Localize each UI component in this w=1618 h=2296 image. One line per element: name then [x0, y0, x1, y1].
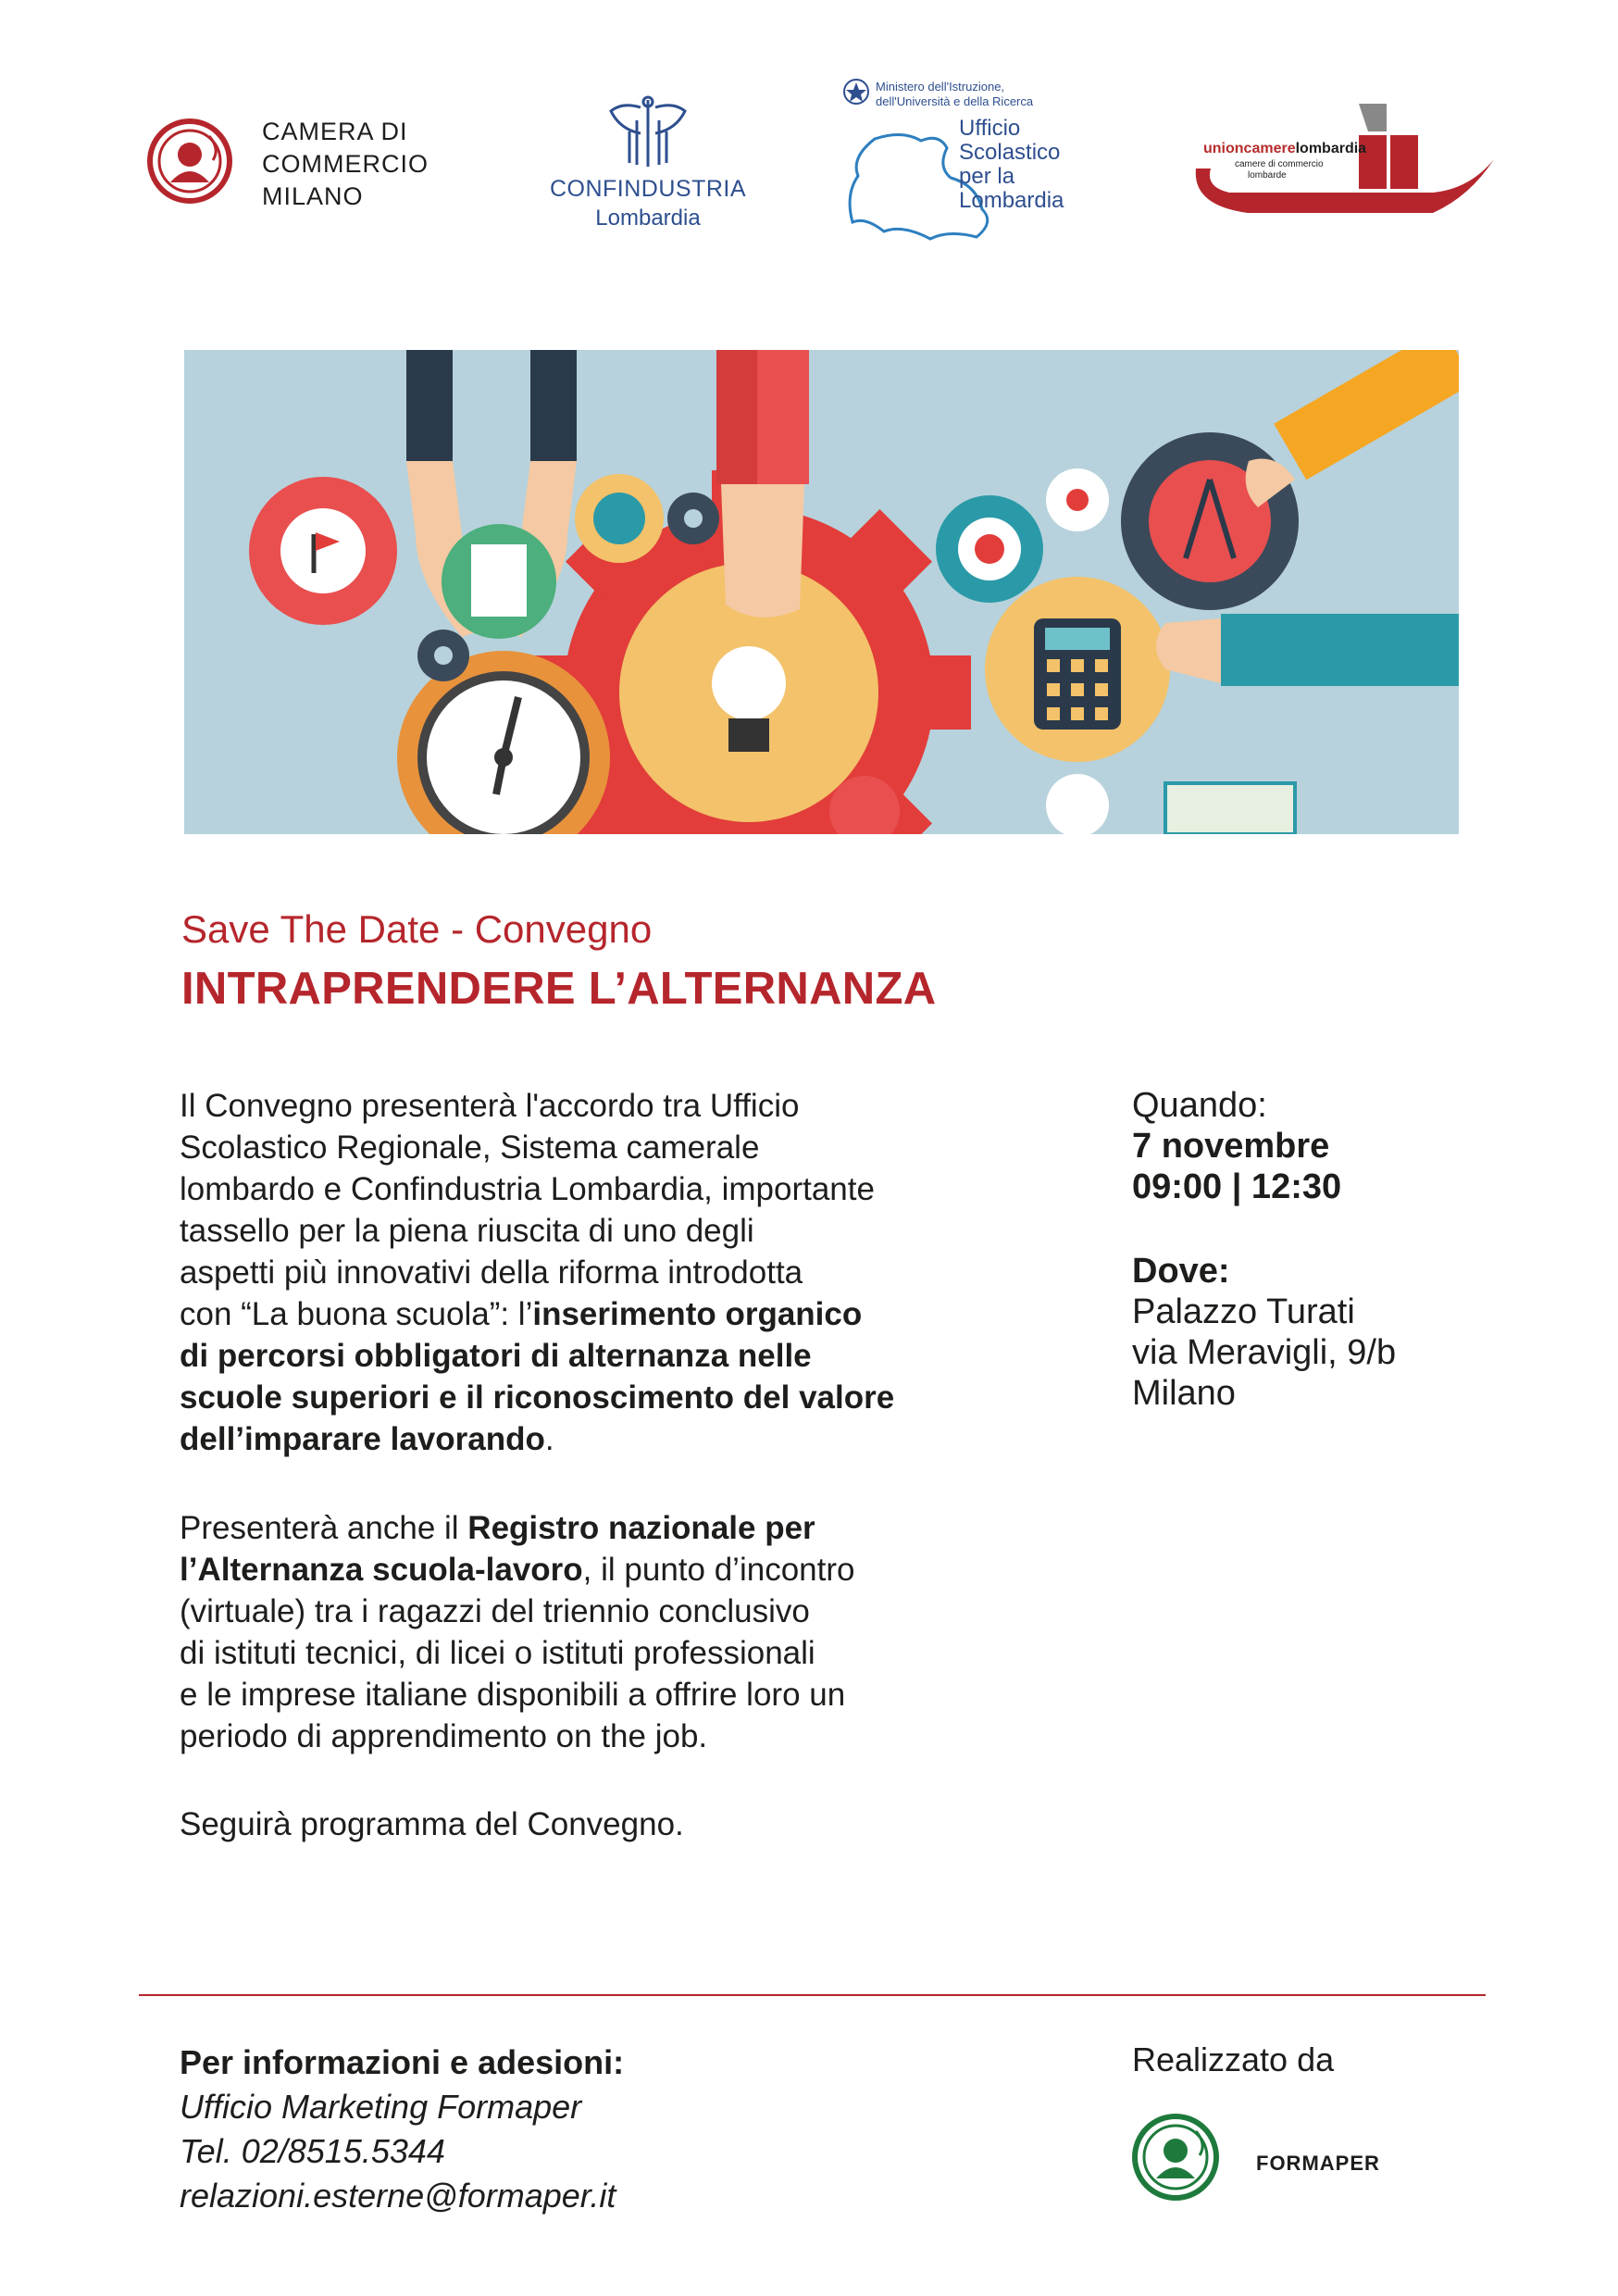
- text-fragment: .: [544, 1421, 554, 1457]
- bold-fragment: di percorsi obbligatori di alternanza nelle: [180, 1338, 812, 1374]
- confindustria-region: Lombardia: [595, 206, 701, 231]
- confindustria-name: CONFINDUSTRIA: [549, 176, 747, 202]
- confindustria-eagle-icon: [604, 93, 692, 172]
- text-line: periodo di apprendimento on the job.: [180, 1718, 708, 1754]
- text-line: [180, 1507, 1087, 1549]
- formaper-emblem: [1131, 2113, 1220, 2202]
- camera-commercio-emblem: [146, 118, 233, 205]
- ufficio-scolastico-line: per la: [959, 164, 1015, 189]
- bold-fragment: inserimento organico: [532, 1296, 863, 1332]
- unioncamere-part2: lombardia: [1295, 141, 1367, 156]
- text-line: Il Convegno presenterà l'accordo tra Ufficio: [180, 1088, 800, 1124]
- text-line: [180, 1549, 1087, 1591]
- text-fragment: con “La buona scuola”: l’: [180, 1296, 533, 1332]
- venue-line: Milano: [1132, 1374, 1236, 1413]
- camera-commercio-line: COMMERCIO: [262, 150, 429, 178]
- contact-phone[interactable]: Tel. 02/8515.5344: [180, 2132, 445, 2170]
- contact-info: [180, 2040, 624, 2218]
- bold-fragment: scuole superiori e il riconoscimento del valore: [180, 1379, 895, 1416]
- ufficio-scolastico-line: Scolastico: [959, 140, 1061, 165]
- formaper-name: FORMAPER: [1256, 2152, 1380, 2175]
- camera-commercio-line: MILANO: [262, 182, 364, 210]
- event-title: INTRAPRENDERE L’ALTERNANZA: [181, 964, 937, 1014]
- registro-paragraph: [180, 1507, 1087, 1757]
- realizzato-label: Realizzato da: [1132, 2040, 1335, 2078]
- text-line: Scolastico Regionale, Sistema camerale: [180, 1129, 760, 1166]
- text-fragment: Presenterà anche il: [180, 1510, 468, 1546]
- text-line: [180, 1293, 1087, 1335]
- when-label: Quando:: [1132, 1086, 1267, 1125]
- unioncamere-name: [1203, 141, 1366, 157]
- camera-commercio-name: [262, 116, 429, 213]
- hero-gears-illustration: [184, 350, 1459, 834]
- unioncamere-part1: unioncamere: [1203, 141, 1296, 156]
- text-line: e le imprese italiane disponibili a offrire loro un: [180, 1677, 846, 1713]
- text-line: [180, 1418, 1087, 1460]
- ufficio-scolastico-name: [959, 117, 1064, 213]
- save-the-date-subtitle: Save The Date - Convegno: [181, 907, 653, 951]
- left-sleeve: [406, 350, 453, 461]
- where-label: Dove:: [1132, 1252, 1230, 1291]
- footer-divider: [139, 1994, 1486, 1996]
- programma-note: Seguirà programma del Convegno.: [180, 1806, 684, 1842]
- text-line: (virtuale) tra i ragazzi del triennio conclusivo: [180, 1593, 810, 1629]
- ministero-name: [876, 80, 1033, 109]
- camera-commercio-line: CAMERA DI: [262, 118, 408, 145]
- text-line: tassello per la piena riuscita di uno degli: [180, 1213, 754, 1249]
- bold-fragment: dell’imparare lavorando: [180, 1421, 545, 1457]
- ufficio-scolastico-line: Lombardia: [959, 188, 1064, 213]
- venue-line: via Meravigli, 9/b: [1132, 1333, 1397, 1372]
- event-date: 7 novembre: [1132, 1127, 1330, 1166]
- unioncamere-subtitle: [1235, 159, 1324, 181]
- contact-email[interactable]: relazioni.esterne@formaper.it: [180, 2177, 616, 2215]
- event-info: [1132, 1085, 1396, 1414]
- unioncamere-sub-line: lombarde: [1248, 170, 1287, 181]
- text-fragment: , il punto d’incontro: [582, 1552, 855, 1588]
- contact-office: Ufficio Marketing Formaper: [180, 2088, 582, 2126]
- text-line: [180, 1377, 1087, 1418]
- text-line: di istituti tecnici, di licei o istituti professionali: [180, 1635, 815, 1671]
- text-line: lombardo e Confindustria Lombardia, importante: [180, 1171, 875, 1207]
- ministero-emblem-icon: [842, 78, 870, 106]
- text-line: aspetti più innovativi della riforma introdotta: [180, 1254, 803, 1291]
- event-time: 09:00 | 12:30: [1132, 1167, 1342, 1206]
- ministero-line: dell'Università e della Ricerca: [876, 94, 1034, 108]
- bold-fragment: l’Alternanza scuola-lavoro: [180, 1552, 583, 1588]
- text-line: [180, 1335, 1087, 1377]
- ministero-line: Ministero dell'Istruzione,: [876, 80, 1005, 94]
- flag-gear-icon: [249, 477, 397, 625]
- contact-label: Per informazioni e adesioni:: [180, 2043, 625, 2081]
- teal-sleeve: [1221, 614, 1459, 686]
- unioncamere-sub-line: camere di commercio: [1235, 159, 1324, 169]
- ufficio-scolastico-line: Ufficio: [959, 116, 1021, 141]
- bold-fragment: Registro nazionale per: [467, 1510, 815, 1546]
- description-paragraph: [180, 1085, 1087, 1460]
- venue-line: Palazzo Turati: [1132, 1292, 1355, 1331]
